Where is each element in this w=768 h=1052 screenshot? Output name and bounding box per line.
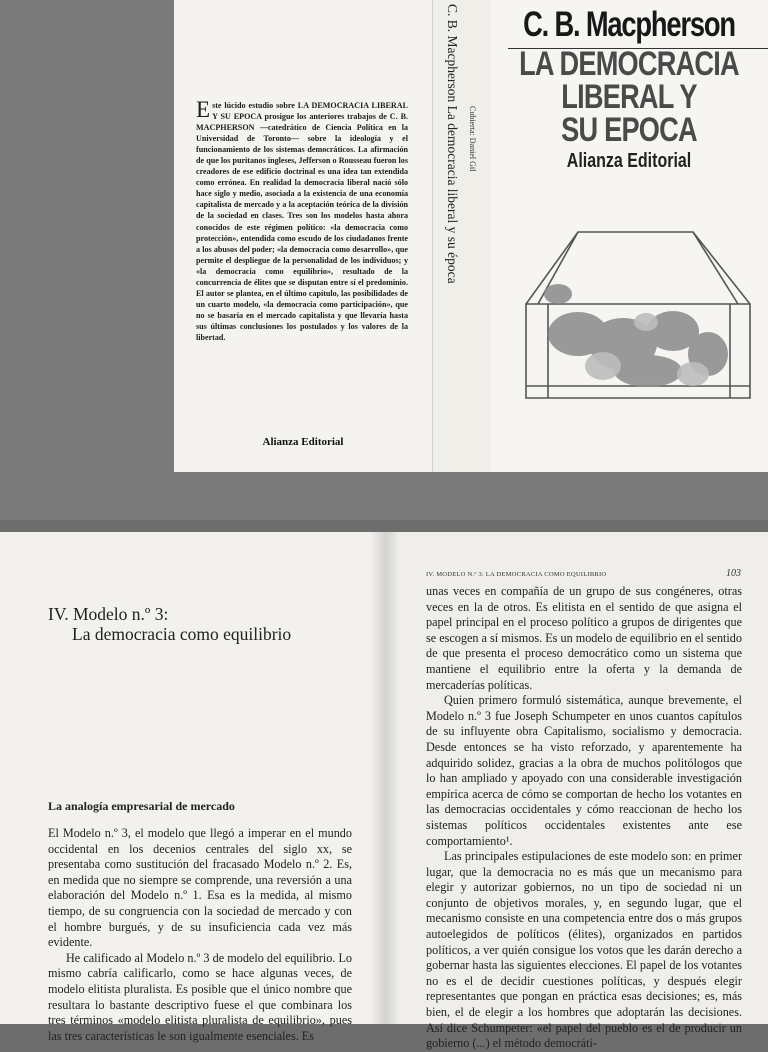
spine-credit: Cubierta: Daniel Gil <box>468 106 477 172</box>
cover-publisher: Alianza Editorial <box>566 150 692 172</box>
spine-title: C. B. Macpherson La democracia liberal y su época <box>445 4 460 284</box>
page-number: 103 <box>726 568 741 579</box>
back-cover-publisher: Alianza Editorial <box>262 436 344 448</box>
glass-box-illustration <box>518 226 758 416</box>
cover-title-line: LA DEMOCRACIA <box>519 45 739 83</box>
blurb-text: ste lúcido estudio sobre LA DEMOCRACIA LIBERAL Y SU EPOCA prosigue los anteriores trabajos de C. B. MACPHERSON —catedrático de Ciencia Política en la Universidad de Toronto— sobre la ideología y el funcionamiento de los sistemas democráticos. La afirmación de que los puritanos ingleses, Jefferson o Rousseau fueron los creadores de ese edificio doctrinal es una idea tan extendida como errónea. En realidad la democracia liberal nació sólo hace siglo y medio, asociada a la existencia de una economía capitalista de mercado y a la aceptación teórica de la división de la sociedad en clases. Tres son los modelos hasta ahora conocidos de este régimen político: «la democracia como protección», entendida como escudo de los ciudadanos frente a los abusos del poder; «la democracia como desarrollo», que permite el despliegue de la personalidad de los individuos; y «la democracia como equilibrio», resultado de la concurrencia de élites que se disputan entre sí el predominio. El autor se plantea, en el último capítulo, las posibilidades de un cuarto modelo, «la democracia como participación», que no se basaría en el mercado capitalista y que llevaría hasta sus últimas conclusiones los postulados y los valores de la libertad. <box>196 101 408 342</box>
chapter-title: La democracia como equilibrio <box>72 624 292 644</box>
blurb-dropcap: E <box>196 97 211 122</box>
cover-author: C. B. Macpherson <box>523 5 735 44</box>
section-heading: La analogía empresarial de mercado <box>48 799 235 813</box>
paragraph: He calificado al Modelo n.º 3 de modelo del equilibrio. Lo mismo cabría calificarlo, como se hace algunas veces, de modelo elitista pluralista. Es posible que el único nombre que resultara lo bastante descriptivo fuese el que combinara los tres términos «modelo elitista pluralista de equilibrio», pues las tres características le son igualmente esenciales. Es <box>48 950 352 1043</box>
left-page-text <box>48 826 352 1043</box>
book-gutter <box>370 532 400 1024</box>
cover-title-line: SU EPOCA <box>561 111 697 149</box>
paragraph: Quien primero formuló sistemática, aunque brevemente, el Modelo n.º 3 fue Joseph Schumpeter en unos cuantos capítulos de su influyente obra Capitalismo, socialismo y democracia. Desde entonces se ha visto reforzado, y aparentemente ha adquirido solidez, gracias a la obra de muchos politólogos que lo han ampliado y apoyado con una considerable investigación empírica acerca de cómo se comportan de hecho los votantes en las democracias occidentales y cómo reaccionan de hecho los sistemas políticos occidentales existentes ante ese comportamiento¹. <box>426 693 742 848</box>
paragraph: El Modelo n.º 3, el modelo que llegó a imperar en el mundo occidental en los decenios centrales del siglo xx, se presentaba como sustitución del fracasado Modelo n.º 2. Es, en medida que no siempre se comprende, una reversión a una elaboración del Modelo n.º 1. Esa es la medida, al mismo tiempo, de su congruencia con la sociedad de mercado y con el hombre burgués, y de su insuficiencia cada vez más evidente. <box>48 826 352 950</box>
running-header: IV. MODELO N.º 3: LA DEMOCRACIA COMO EQUILIBRIO <box>426 571 607 578</box>
cover-title-line: LIBERAL Y <box>561 78 697 116</box>
paragraph: unas veces en compañía de un grupo de sus congéneres, otras veces en la de otros. Es elitista en el sentido de que asigna el papel principal en el proceso político a grupos de dirigentes que se escogen a sí mismos. Es un modelo de equilibrio en el sentido de que presenta el proceso democrático como un sistema que mantiene el equilibrio entre la oferta y la demanda de mercaderías políticas. <box>426 584 742 692</box>
back-cover-blurb <box>196 97 408 343</box>
paragraph: Las principales estipulaciones de este modelo son: en primer lugar, que la democracia no es más que un mecanismo para elegir y autorizar gobiernos, no un tipo de sociedad ni un conjunto de objetivos morales, y, en segundo lugar, que el mecanismo consiste en una competencia entre dos o más grupos autoelegidos de políticos (élites), organizados en partidos políticos, a ver quién consigue los votos que les darán derecho a gobernar hasta las siguientes elecciones. El papel de los votantes no es el de decidir cuestiones políticas, y después elegir representantes que pongan en práctica esas decisiones; es, más bien, el de elegir a los hombres que adoptarán las decisiones. Así dice Schumpeter: «el papel del pueblo es el de producir un gobierno (...) el método democráti- <box>426 849 742 1051</box>
right-page-text <box>426 584 742 1051</box>
chapter-number: IV. Modelo n.º 3: <box>48 604 169 624</box>
cover-title <box>518 45 740 149</box>
